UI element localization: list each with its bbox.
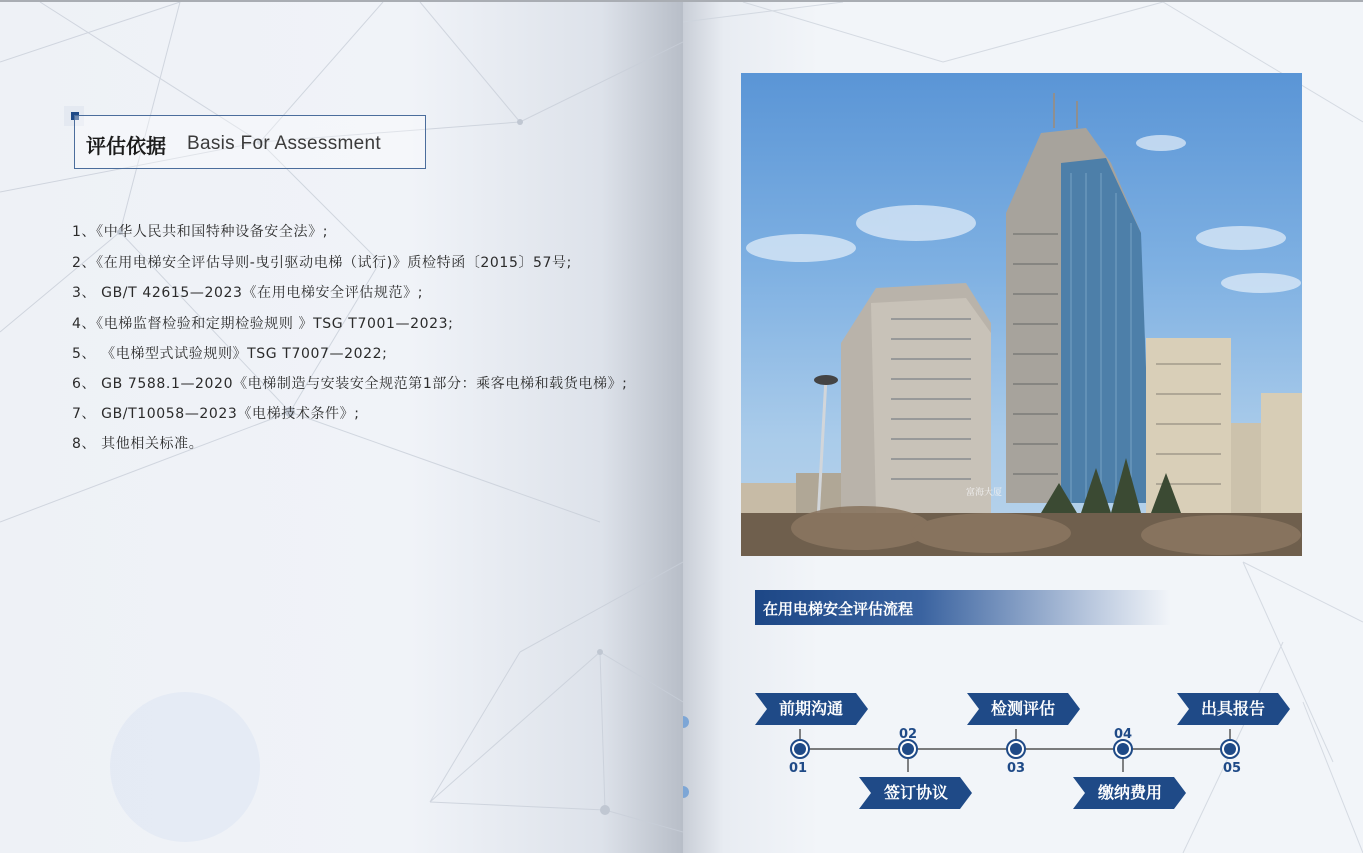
list-item: 8、 其他相关标准。 [72,436,204,452]
list-item: 6、 GB 7588.1—2020《电梯制造与安装安全规范第1部分：乘客电梯和载货电梯》; [72,375,628,392]
list-item: 2、《在用电梯安全评估导则-曳引驱动电梯（试行)》质检特函〔2015〕57号; [72,254,572,271]
process-title: 在用电梯安全评估流程 [763,600,914,618]
step-2-number: 02 [898,727,918,742]
building-sign: 富海大厦 [966,488,1003,498]
process-timeline [683,2,1363,853]
list-item: 1、《中华人民共和国特种设备安全法》; [72,224,329,240]
left-page [0,2,683,853]
step-2-label: 签订协议 [883,783,948,802]
step-3-label: 检测评估 [990,699,1055,718]
step-1-number: 01 [788,761,808,776]
section-title-en: Basis For Assessment [187,133,381,154]
step-5-label: 出具报告 [1200,699,1265,718]
step-4-number: 04 [1113,727,1133,742]
list-item: 5、 《电梯型式试验规则》TSG T7007—2022; [72,346,388,362]
step-5-number: 05 [1222,761,1242,776]
list-item: 7、 GB/T10058—2023《电梯技术条件》; [72,405,360,422]
step-1-label: 前期沟通 [778,699,843,718]
section-title-cn: 评估依据 [86,134,166,158]
list-item: 3、 GB/T 42615—2023《在用电梯安全评估规范》; [72,285,424,301]
step-3-number: 03 [1006,761,1026,776]
step-4-label: 缴纳费用 [1097,783,1162,802]
right-page [683,2,1363,853]
list-item: 4、《电梯监督检验和定期检验规则 》TSG T7001—2023; [72,315,454,332]
basis-list [72,217,647,460]
